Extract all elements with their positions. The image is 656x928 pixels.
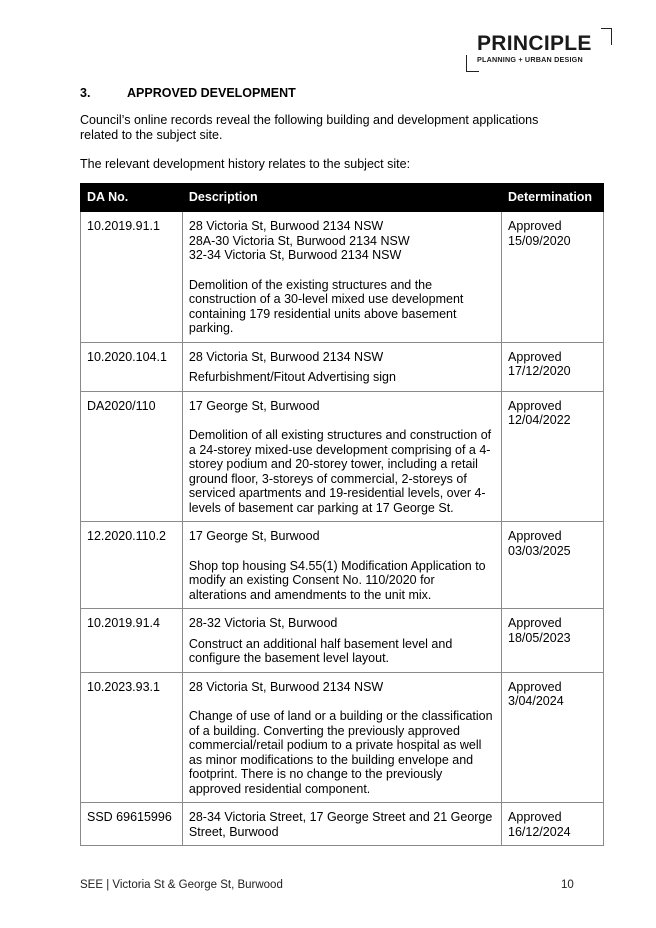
address-line: 17 George St, Burwood (188, 398, 320, 413)
history-paragraph: The relevant development history relates to the subject site: (80, 157, 411, 171)
principle-logo (466, 28, 612, 72)
determination-cell (502, 672, 604, 803)
address-line: 28 Victoria St, Burwood 2134 NSW (188, 219, 384, 233)
address-line: 28-34 Victoria Street, 17 George Street and 21 George Street, Burwood (188, 810, 493, 839)
table-row (81, 609, 604, 673)
logo-bracket-top-right (601, 28, 612, 45)
status: Approved (508, 529, 562, 543)
description-cell (182, 609, 501, 673)
date: 17/12/2020 (508, 364, 571, 378)
da-number: 10.2023.93.1 (81, 672, 183, 803)
date: 16/12/2024 (508, 824, 571, 839)
da-number: DA2020/110 (81, 391, 183, 522)
intro-paragraph: Council’s online records reveal the following building and development applications related to the subject site. (80, 113, 539, 142)
page-number: 10 (561, 879, 574, 891)
status: Approved (508, 616, 562, 630)
logo-tagline: PLANNING + URBAN DESIGN (477, 55, 583, 64)
status: Approved (508, 398, 562, 413)
description-text: Change of use of land or a building or the classification of a building. Converting the previously approved commercial/retail podium to a private hospital as well as minor modifications to the building envelope and footprint. There is no change to the previously approved residential component. (188, 709, 493, 796)
description-cell (182, 522, 501, 609)
description-text: Demolition of all existing structures and construction of a 24-storey mixed-use development comprising of a 4-storey podium and 20-storey tower, including a retail ground floor, 3-storeys of commercial, 2-storeys of serviced apartments and 19-residential levels, over 4-levels of basement car parking at 17 George St. (188, 428, 492, 515)
address-line: 28 Victoria St, Burwood 2134 NSW (188, 349, 384, 364)
da-number: 10.2019.91.1 (81, 212, 183, 343)
section-heading (80, 86, 296, 100)
da-number: SSD 69615996 (81, 803, 183, 846)
date: 03/03/2025 (508, 543, 571, 558)
address-line: 17 George St, Burwood (188, 529, 320, 543)
table-header-row (81, 184, 604, 212)
date: 18/05/2023 (508, 630, 571, 645)
header-determination: Determination (502, 184, 604, 212)
section-number: 3. (80, 86, 91, 100)
date: 3/04/2024 (508, 694, 564, 708)
description-cell (182, 803, 501, 846)
address-line: 28A-30 Victoria St, Burwood 2134 NSW (188, 233, 410, 248)
address-line: 32-34 Victoria St, Burwood 2134 NSW (188, 248, 402, 262)
section-title: APPROVED DEVELOPMENT (127, 86, 296, 100)
status: Approved (508, 219, 562, 233)
address-line: 28 Victoria St, Burwood 2134 NSW (188, 679, 384, 694)
status: Approved (508, 679, 562, 694)
date: 12/04/2022 (508, 413, 571, 427)
table-row (81, 342, 604, 391)
footer-document-title: SEE | Victoria St & George St, Burwood (80, 879, 283, 891)
da-number: 12.2020.110.2 (81, 522, 183, 609)
da-number: 10.2019.91.4 (81, 609, 183, 673)
determination-cell (502, 391, 604, 522)
development-history-table (80, 183, 604, 846)
description-text: Refurbishment/Fitout Advertising sign (188, 370, 396, 384)
description-text: Demolition of the existing structures and the construction of a 30-level mixed use development containing 179 residential units above basement parking. (188, 277, 464, 335)
description-cell (182, 672, 501, 803)
description-text: Shop top housing S4.55(1) Modification Application to modify an existing Consent No. 110/2020 for alterations and amendments to the unit mix. (188, 558, 486, 602)
header-description: Description (182, 184, 501, 212)
da-number: 10.2020.104.1 (81, 342, 183, 391)
table-row (81, 391, 604, 522)
address-line: 28-32 Victoria St, Burwood (188, 616, 338, 630)
header-da-no: DA No. (81, 184, 183, 212)
determination-cell (502, 342, 604, 391)
table-row (81, 672, 604, 803)
determination-cell (502, 609, 604, 673)
determination-cell (502, 803, 604, 846)
description-cell (182, 212, 501, 343)
status: Approved (508, 810, 562, 824)
description-cell (182, 342, 501, 391)
table-row (81, 522, 604, 609)
date: 15/09/2020 (508, 233, 571, 248)
description-cell (182, 391, 501, 522)
table-row (81, 803, 604, 846)
determination-cell (502, 212, 604, 343)
status: Approved (508, 349, 562, 364)
logo-word: PRINCIPLE (477, 32, 592, 55)
description-text: Construct an additional half basement level and configure the basement level layout. (188, 636, 453, 665)
determination-cell (502, 522, 604, 609)
table-row (81, 212, 604, 343)
